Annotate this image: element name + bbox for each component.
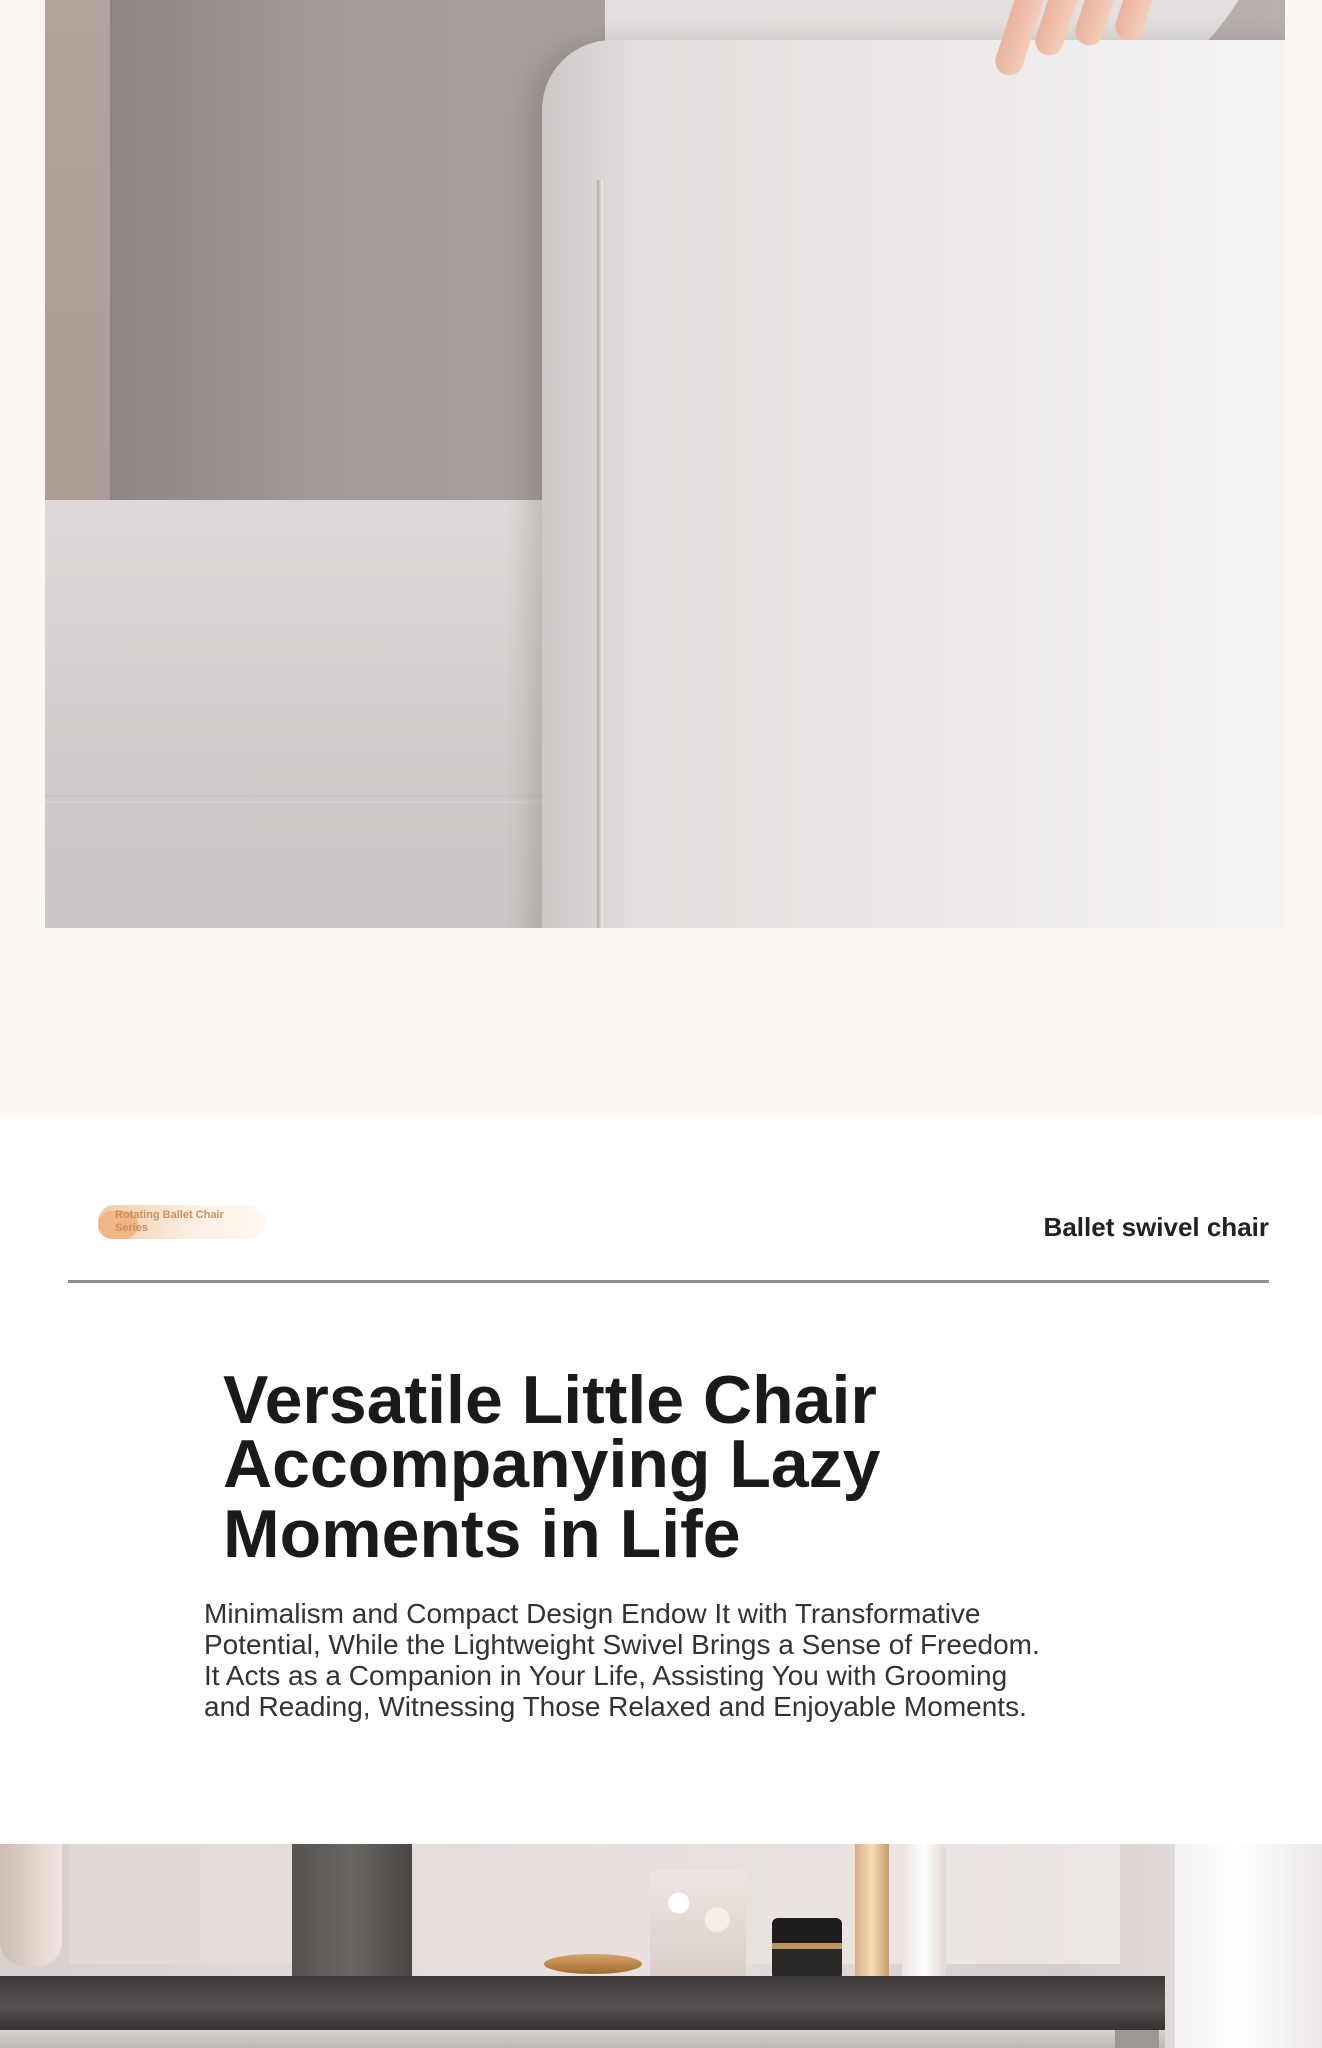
chair-closeup-photo <box>45 0 1285 928</box>
description-line: Minimalism and Compact Design Endow It with Transformative <box>204 1598 981 1629</box>
marble-tabletop <box>0 1976 1165 2036</box>
chair-armrest-piping <box>597 180 603 928</box>
table-leg <box>1115 2030 1159 2048</box>
hand-on-armrest <box>1005 0 1195 90</box>
description-line: Potential, While the Lightweight Swivel Brings a Sense of Freedom. <box>204 1629 1040 1660</box>
headline-line: Versatile Little Chair <box>223 1362 877 1438</box>
chair-armrest <box>542 40 1285 928</box>
vase <box>0 1844 62 1966</box>
table-edge <box>0 2030 1165 2048</box>
chair-seat-seam <box>45 795 565 803</box>
perfume-bottle <box>855 1844 889 1984</box>
mirror-frame <box>70 1844 1120 1964</box>
product-description <box>204 1598 1104 1722</box>
dark-cylinder-vase <box>292 1844 412 1994</box>
headline-line: Accompanying Lazy <box>223 1426 881 1502</box>
cosmetic-jar <box>772 1918 842 1980</box>
gold-dish <box>544 1954 642 1974</box>
finger <box>1112 0 1173 44</box>
vanity-table-photo <box>0 1844 1322 2048</box>
description-line: It Acts as a Companion in Your Life, Assisting You with Grooming <box>204 1660 1008 1691</box>
series-name: Ballet swivel chair <box>1043 1212 1269 1242</box>
description-line: and Reading, Witnessing Those Relaxed and Enjoyable Moments. <box>204 1691 1027 1722</box>
page-headline <box>223 1362 1123 1572</box>
curtain <box>1175 1844 1322 2048</box>
section-divider <box>68 1280 1269 1283</box>
series-badge <box>98 1205 266 1239</box>
headline-line: Moments in Life <box>223 1496 741 1572</box>
pearl-jar <box>650 1870 746 1980</box>
chair-seat-cushion <box>45 500 565 928</box>
badge-label: Rotating Ballet Chair Series <box>115 1209 224 1234</box>
cosmetic-bottle <box>902 1844 946 1986</box>
